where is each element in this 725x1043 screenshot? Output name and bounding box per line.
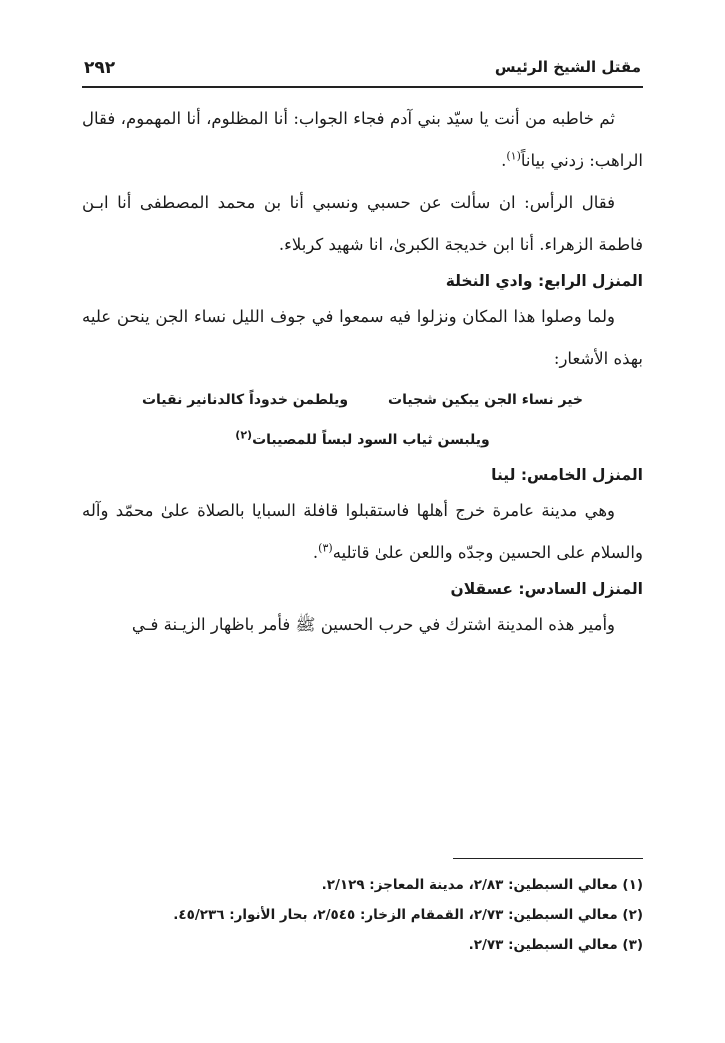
- running-title: مقتل الشيخ الرئيس: [494, 58, 641, 76]
- footnote-ref-2: (٢): [235, 428, 253, 442]
- section-4-text: ولما وصلوا هذا المكان ونزلوا فيه سمعوا في جوف الليل نساء الجن ينحن عليه بهذه الأشعار:: [82, 307, 643, 368]
- main-text: [82, 98, 643, 646]
- poem-verse-2: [82, 420, 643, 460]
- poem-verse-1: [82, 380, 643, 420]
- poem-hemistich-2: ويلطمن خدوداً كالدنانير نقيات: [141, 392, 349, 408]
- section-5-text: وهي مدينة عامرة خرج أهلها فاستقبلوا قافلة السبايا بالصلاة علىٰ محمّد وآله والسلام على الحسين وجدّه واللعن علىٰ قاتليه$^{(٣)}$.: [82, 501, 643, 562]
- page-number: ٢٩٢: [84, 58, 116, 78]
- poem-hemistich-3: ويلبسن ثياب السود لبساً للمصيبات$^{(٢)}$: [235, 428, 490, 448]
- paragraph-2: فقال الرأس: ان سألت عن حسبي ونسبي أنا بن محمد المصطفى أنا ابـن فاطمة الزهراء. أنا ابن خديجة الكبرىٰ، انا شهيد كربلاء.: [82, 193, 643, 254]
- section-heading-5: المنزل الخامس: لينا: [491, 466, 643, 484]
- footnote-3: (٣) معالي السبطين: ٢/٧٣.: [468, 937, 643, 953]
- footnote-ref-3: (٣): [318, 541, 333, 555]
- poem: [82, 380, 643, 460]
- footnote-ref-1: (١): [506, 149, 521, 163]
- footnote-1: (١) معالي السبطين: ٢/٨٣، مدينة المعاجز: ٢/١٢٩.: [321, 877, 643, 893]
- footnote-rule: [453, 858, 643, 859]
- poem-hemistich-1: خير نساء الجن يبكين شجيات: [388, 392, 584, 408]
- section-heading-6: المنزل السادس: عسقلان: [450, 580, 643, 598]
- page-header: [82, 56, 643, 84]
- header-rule: [82, 86, 643, 88]
- footnotes: [82, 870, 643, 960]
- section-heading-4: المنزل الرابع: وادي النخلة: [445, 272, 643, 290]
- section-6-text: وأمير هذه المدينة اشترك في حرب الحسين ﷺ فأمر باظهار الزيـنة فـي: [131, 615, 615, 634]
- paragraph-1: ثم خاطبه من أنت يا سيّد بني آدم فجاء الجواب: أنا المظلوم، أنا المهموم، فقال الراهب: زدني بياناً$^{(١)}$.: [82, 109, 643, 170]
- footnote-2: (٢) معالي السبطين: ٢/٧٣، القمقام الزخار: ٢/٥٤٥، بحار الأنوار: ٤٥/٢٣٦.: [173, 907, 643, 923]
